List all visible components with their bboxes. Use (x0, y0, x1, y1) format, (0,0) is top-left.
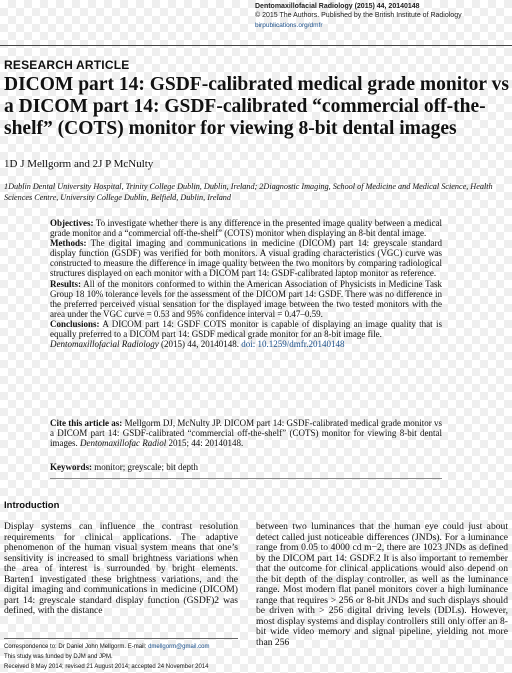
header-divider (0, 45, 512, 46)
results-text: All of the monitors conformed to within the American Association of Physicists in Medicine Task Group 18 10% tolerance levels for the assessment of the DICOM part 14: GSDF. There was no difference in the preferred perceived visual sensation for the displayed image between the two tested monitors with the area under the VGC curve = 0.53 and 95% confidence interval = 0.47–0.59. (50, 278, 442, 319)
article-authors: 1D J Mellgorm and 2J P McNulty (4, 158, 154, 170)
correspondence-text: Correspondence to: Dr Daniel John Mellgorm. E-mail: (4, 644, 147, 650)
journal-site-link[interactable]: birpublications.org/dmfr (255, 22, 323, 29)
citation-rest: (2015) 44, 20140148. (160, 339, 239, 350)
footnote-correspondence (4, 642, 238, 652)
keywords-label: Keywords: (50, 462, 92, 472)
cite-tail: 2015; 44: 20140148. (168, 438, 244, 449)
abstract-citation (50, 339, 442, 349)
footnote-divider (4, 638, 238, 639)
abstract-conclusions (50, 319, 442, 339)
abstract (50, 218, 442, 349)
results-label: Results: (50, 278, 81, 289)
intro-left-column: Display systems can influence the contrast resolution requirements for clinical applications. The adaptive phenomenon of the human visual system means that one’s sensitivity is increased to small brightness variations when the area of interest is surrounded by bright elements. Barten1 investigated these brightness variations, and the digital imaging and communications in medicine (DICOM) part 14: greyscale standard display function (GSDF)2 was defined, with the distance (4, 521, 238, 616)
correspondence-email[interactable]: dmellgorm@gmail.com (148, 644, 210, 650)
footnote-dates: Received 8 May 2014; revised 21 August 2014; accepted 24 November 2014 (4, 664, 209, 670)
article-affiliations: 1Dublin Dental University Hospital, Trinity College Dublin, Dublin, Ireland; 2Diagnostic Imaging, School of Medicine and Medical Science, Health Sciences Centre, University College Dublin, Belfield, Dublin, Ireland (4, 182, 493, 202)
conclusions-label: Conclusions: (50, 318, 100, 329)
objectives-label: Objectives: (50, 218, 94, 228)
objectives-text: To investigate whether there is any difference in the presented image quality between a medical grade monitor and a “commercial off-the-shelf” (COTS) monitor when displaying an 8-bit dental image. (50, 218, 442, 239)
methods-label: Methods: (50, 238, 87, 249)
copyright-line: © 2015 The Authors. Published by the British Institute of Radiology (255, 12, 462, 19)
footnote-funding: This study was funded by DJM and JPM. (4, 654, 113, 660)
keywords-text: monitor; greyscale; bit depth (94, 462, 198, 472)
article-type: RESEARCH ARTICLE (4, 58, 130, 72)
conclusions-text: A DICOM part 14: GSDF COTS monitor is capable of displaying an image quality that is equally preferred to a DICOM part 14: GSDF medical grade monitor for an 8-bit image file. (50, 318, 442, 340)
footnotes (4, 642, 238, 672)
journal-header (255, 2, 462, 20)
doi-link[interactable]: doi: 10.1259/dmfr.20140148 (241, 339, 345, 350)
intro-heading: Introduction (4, 500, 60, 511)
cite-this-article (50, 418, 442, 449)
cite-text: Mellgorm DJ, McNulty JP. DICOM part 14: GSDF-calibrated medical grade monitor vs a DICOM part 14: GSDF-calibrated “commercial off-the-shelf” (COTS) monitor for viewing 8-bit dental images. (50, 418, 443, 449)
keywords (50, 462, 442, 472)
citation-journal: Dentomaxillofacial Radiology (50, 339, 159, 350)
abstract-objectives (50, 218, 442, 238)
cite-journal: Dentomaxillofac Radiol (80, 438, 167, 449)
abstract-methods (50, 238, 442, 278)
cite-label: Cite this article as: (50, 418, 123, 428)
methods-text: The digital imaging and communications in medicine (DICOM) part 14: greyscale standard display function (GSDF) was verified for both monitors. A visual grading characteristics (VGC) curve was constructed to measure the difference in image quality between the two monitors by comparing radiological structures displayed on each monitor with a DICOM part 14: GSDF-calibrated laptop monitor as reference. (50, 238, 442, 279)
keywords-divider (50, 478, 442, 479)
abstract-results (50, 279, 442, 319)
intro-right-column: between two luminances that the human eye could just about detect called just noticeable differences (JNDs). For a luminance range from 0.05 to 4000 cd m−2, there are 1023 JNDs as defined by the DICOM part 14: GSDF.2 It is also important to remember that the outcome for clinical applications would also depend on the bit depth of the display controller, as well as the luminance range. Most modern flat panel monitors cover a high luminance range that requires > 256 or 8-bit JNDs and such displays should be driven with > 256 digital driving levels (DDLs). However, most display systems and display controllers still only offer an 8-bit wide video memory and signal pipeline, yielding not more than 256 (256, 521, 508, 648)
article-title: DICOM part 14: GSDF-calibrated medical grade monitor vs a DICOM part 14: GSDF-calibrated “commercial off-the-shelf” (COTS) monitor for viewing 8-bit dental images (4, 74, 509, 139)
journal-line: Dentomaxillofacial Radiology (2015) 44, 20140148 (255, 3, 420, 10)
